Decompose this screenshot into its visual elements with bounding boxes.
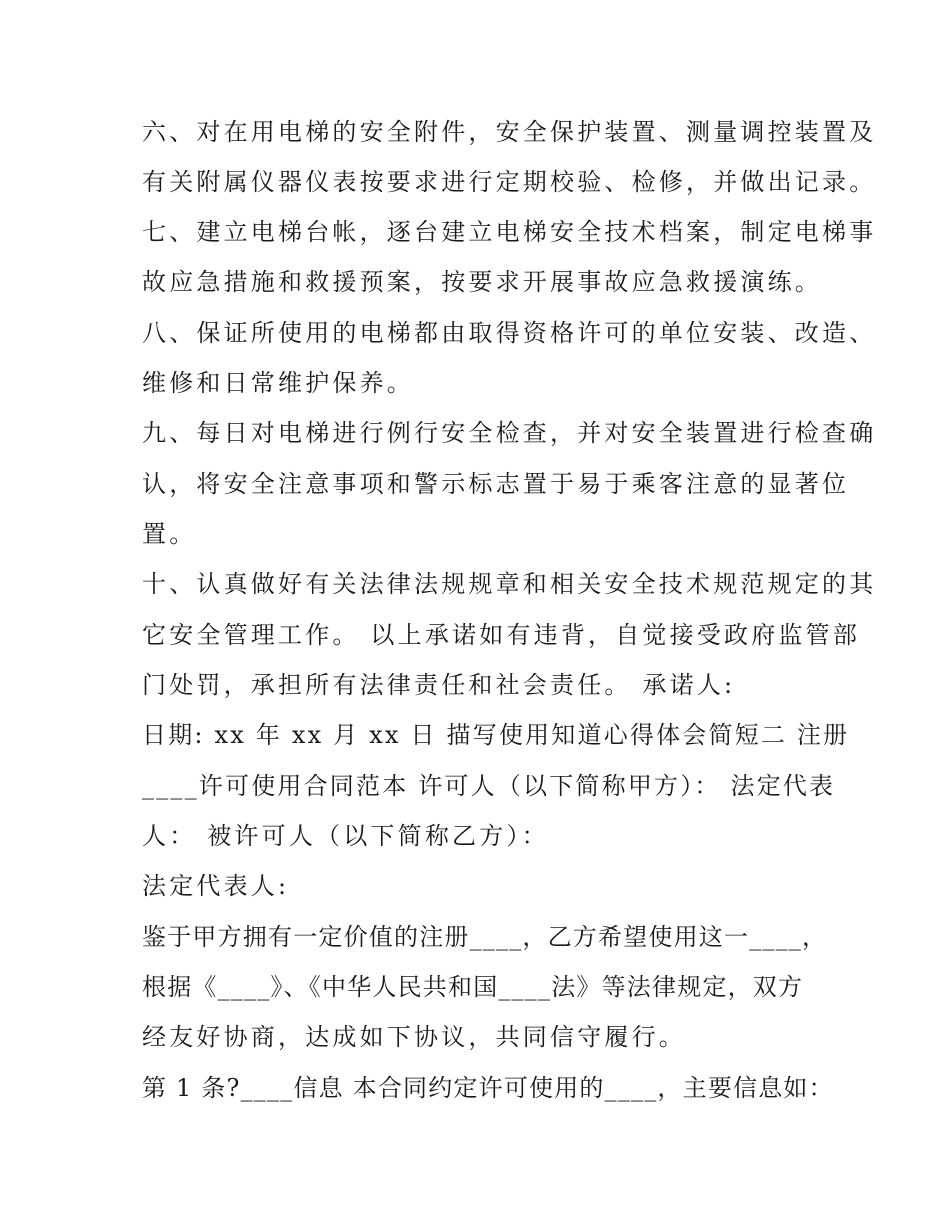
text-line-18: 根据《____》、《中华人民共和国____法》等法律规定，双方 xyxy=(142,973,804,1001)
text-line-15: 人： 被许可人（以下简称乙方）： xyxy=(142,822,549,850)
text-line-1: 六、对在用电梯的安全附件，安全保护装置、测量调控装置及 xyxy=(142,118,877,146)
text-line-3: 七、建立电梯台帐，逐台建立电梯安全技术档案，制定电梯事 xyxy=(142,218,877,246)
text-line-19: 经友好协商，达成如下协议，共同信守履行。 xyxy=(142,1023,686,1051)
text-line-10: 十、认真做好有关法律法规规章和相关安全技术规范规定的其 xyxy=(142,570,877,598)
text-line-20: 第 1 条?____信息 本合同约定许可使用的____，主要信息如： xyxy=(142,1074,834,1102)
text-line-4: 故应急措施和救援预案，按要求开展事故应急救援演练。 xyxy=(142,268,822,296)
text-line-8: 认，将安全注意事项和警示标志置于易于乘客注意的显著位 xyxy=(142,470,850,498)
text-line-13: 日期: xx 年 xx 月 xx 日 描写使用知道心得体会简短二 注册 xyxy=(142,721,850,749)
text-line-17: 鉴于甲方拥有一定价值的注册____，乙方希望使用这一____， xyxy=(142,923,828,951)
text-line-5: 八、保证所使用的电梯都由取得资格许可的单位安装、改造、 xyxy=(142,319,877,347)
text-line-9: 置。 xyxy=(142,520,197,548)
text-line-7: 九、每日对电梯进行例行安全检查，并对安全装置进行检查确 xyxy=(142,419,877,447)
text-line-16: 法定代表人: xyxy=(142,872,290,900)
text-line-12: 门处罚，承担所有法律责任和社会责任。 承诺人: xyxy=(142,671,736,699)
text-line-14: ____许可使用合同范本 许可人（以下简称甲方）： 法定代表 xyxy=(142,772,836,800)
text-line-11: 它安全管理工作。 以上承诺如有违背，自觉接受政府监管部 xyxy=(142,621,861,649)
text-line-6: 维修和日常维护保养。 xyxy=(142,369,414,397)
text-line-2: 有关附属仪器仪表按要求进行定期校验、检修，并做出记录。 xyxy=(142,168,877,196)
